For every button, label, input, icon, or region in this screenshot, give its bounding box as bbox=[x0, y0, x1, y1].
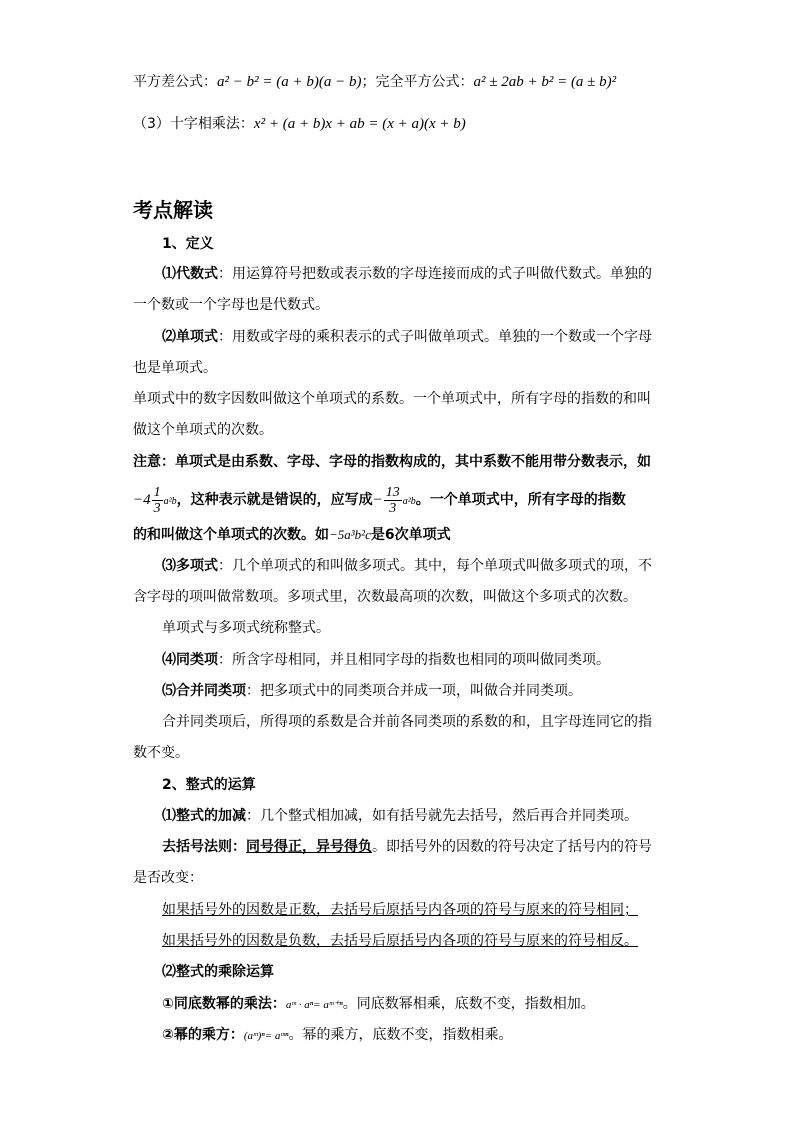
numerator: 13 bbox=[385, 485, 400, 500]
text: ：把多项式中的同类项合并成一项，叫做合并同类项。 bbox=[246, 683, 582, 699]
term-label: ⑴整式的加减 bbox=[162, 808, 246, 824]
sign: − bbox=[372, 491, 383, 508]
paragraph-cont: 含字母的项叫做常数项。多项式里，次数最高项的次数，叫做这个多项式的次数。 bbox=[133, 589, 637, 605]
paragraph: 合并同类项后，所得项的系数是合并前各同类项的系数的和，且字母连同它的指 bbox=[162, 714, 652, 730]
mixed-number-example bbox=[133, 485, 177, 516]
note-paragraph-cont bbox=[133, 485, 626, 516]
label: （3）十字相乘法： bbox=[133, 116, 254, 132]
variable: a²b bbox=[402, 495, 416, 507]
term-label: 去括号法则： bbox=[162, 839, 246, 855]
fraction bbox=[152, 485, 163, 516]
term-label: ⑸合并同类项 bbox=[162, 683, 246, 699]
denominator: 3 bbox=[389, 501, 397, 516]
paragraph bbox=[162, 806, 638, 826]
paragraph: 单项式与多项式统称整式。 bbox=[162, 620, 330, 636]
subsection-title: ⑵整式的乘除运算 bbox=[162, 964, 274, 980]
text: ：用运算符号把数或表示数的字母连接而成的式子叫做代数式。单独的 bbox=[218, 266, 652, 282]
term-label: ⑶多项式 bbox=[162, 558, 218, 574]
paragraph: 单项式中的数字因数叫做这个单项式的系数。一个单项式中，所有字母的指数的和叫 bbox=[133, 391, 651, 407]
bracket-rule: 同号得正，异号得负 bbox=[246, 839, 372, 855]
term-label: ①同底数幂的乘法： bbox=[162, 996, 286, 1012]
paragraph bbox=[162, 837, 652, 857]
paragraph bbox=[162, 327, 652, 347]
term-label: ⑵单项式 bbox=[162, 329, 218, 345]
rule-negative: 如果括号外的因数是负数，去括号后原括号内各项的符号与原来的符号相反。 bbox=[162, 933, 638, 949]
improper-fraction-example bbox=[372, 485, 416, 516]
paragraph bbox=[162, 681, 582, 701]
whole: −4 bbox=[133, 491, 151, 508]
label: ；完全平方公式： bbox=[361, 74, 474, 90]
power-of-power-formula: (aᵐ)ⁿ= aᵐⁿ bbox=[243, 1030, 289, 1042]
variable: a²b bbox=[163, 495, 177, 507]
difference-of-squares-formula: a² − b² = (a + b)(a − b) bbox=[217, 74, 362, 90]
paragraph-cont: 数不变。 bbox=[133, 745, 189, 761]
formula-line-2 bbox=[133, 114, 466, 134]
paragraph-cont: 也是单项式。 bbox=[133, 360, 217, 376]
section-title: 1、定义 bbox=[162, 236, 214, 252]
formula-line-1 bbox=[133, 72, 616, 92]
denominator: 3 bbox=[153, 501, 161, 516]
paragraph-cont: 做这个单项式的次数。 bbox=[133, 422, 273, 438]
paragraph bbox=[162, 264, 652, 284]
text: 。一个单项式中，所有字母的指数 bbox=[415, 491, 626, 508]
note-paragraph-cont bbox=[133, 525, 451, 545]
paragraph bbox=[162, 650, 610, 670]
perfect-square-formula: a² ± 2ab + b² = (a ± b)² bbox=[473, 74, 617, 90]
text: 。幂的乘方，底数不变，指数相乘。 bbox=[288, 1027, 513, 1043]
text: ，这种表示就是错误的，应写成 bbox=[176, 491, 373, 508]
term-label: ②幂的乘方： bbox=[162, 1027, 244, 1043]
section-heading: 考点解读 bbox=[133, 198, 213, 222]
term-label: ⑷同类项 bbox=[162, 652, 218, 668]
text: ：用数或字母的乘积表示的式子叫做单项式。单独的一个数或一个字母 bbox=[218, 329, 652, 345]
cross-multiplication-formula: x² + (a + b)x + ab = (x + a)(x + b) bbox=[253, 116, 466, 132]
numerator: 1 bbox=[153, 485, 161, 500]
monomial-example: −5a³b²c bbox=[329, 527, 371, 542]
paragraph-cont: 是否改变： bbox=[133, 870, 203, 886]
power-product-formula: aᵐ · aⁿ= aᵐ⁺ⁿ bbox=[285, 999, 343, 1011]
label: 平方差公式： bbox=[133, 74, 217, 90]
text: ：几个单项式的和叫做多项式。其中，每个单项式叫做多项式的项，不 bbox=[218, 558, 652, 574]
term-label: ⑴代数式 bbox=[162, 266, 218, 282]
text: 是6次单项式 bbox=[370, 527, 451, 543]
paragraph bbox=[162, 556, 652, 576]
fraction bbox=[384, 485, 402, 516]
paragraph-cont: 一个数或一个字母也是代数式。 bbox=[133, 297, 329, 313]
paragraph bbox=[162, 994, 595, 1015]
rule-positive: 如果括号外的因数是正数，去括号后原括号内各项的符号与原来的符号相同； bbox=[162, 902, 638, 918]
text: 。即括号外的因数的符号决定了括号内的符号 bbox=[372, 839, 652, 855]
note-paragraph: 注意：单项式是由系数、字母、字母的指数构成的，其中系数不能用带分数表示，如 bbox=[133, 454, 651, 470]
text: 。同底数幂相乘，底数不变，指数相加。 bbox=[342, 996, 595, 1012]
text: ：几个整式相加减，如有括号就先去括号，然后再合并同类项。 bbox=[246, 808, 638, 824]
paragraph bbox=[162, 1025, 512, 1046]
text: ：所含字母相同，并且相同字母的指数也相同的项叫做同类项。 bbox=[218, 652, 610, 668]
section-title: 2、整式的运算 bbox=[162, 777, 256, 793]
text: 的和叫做这个单项式的次数。如 bbox=[133, 527, 329, 543]
